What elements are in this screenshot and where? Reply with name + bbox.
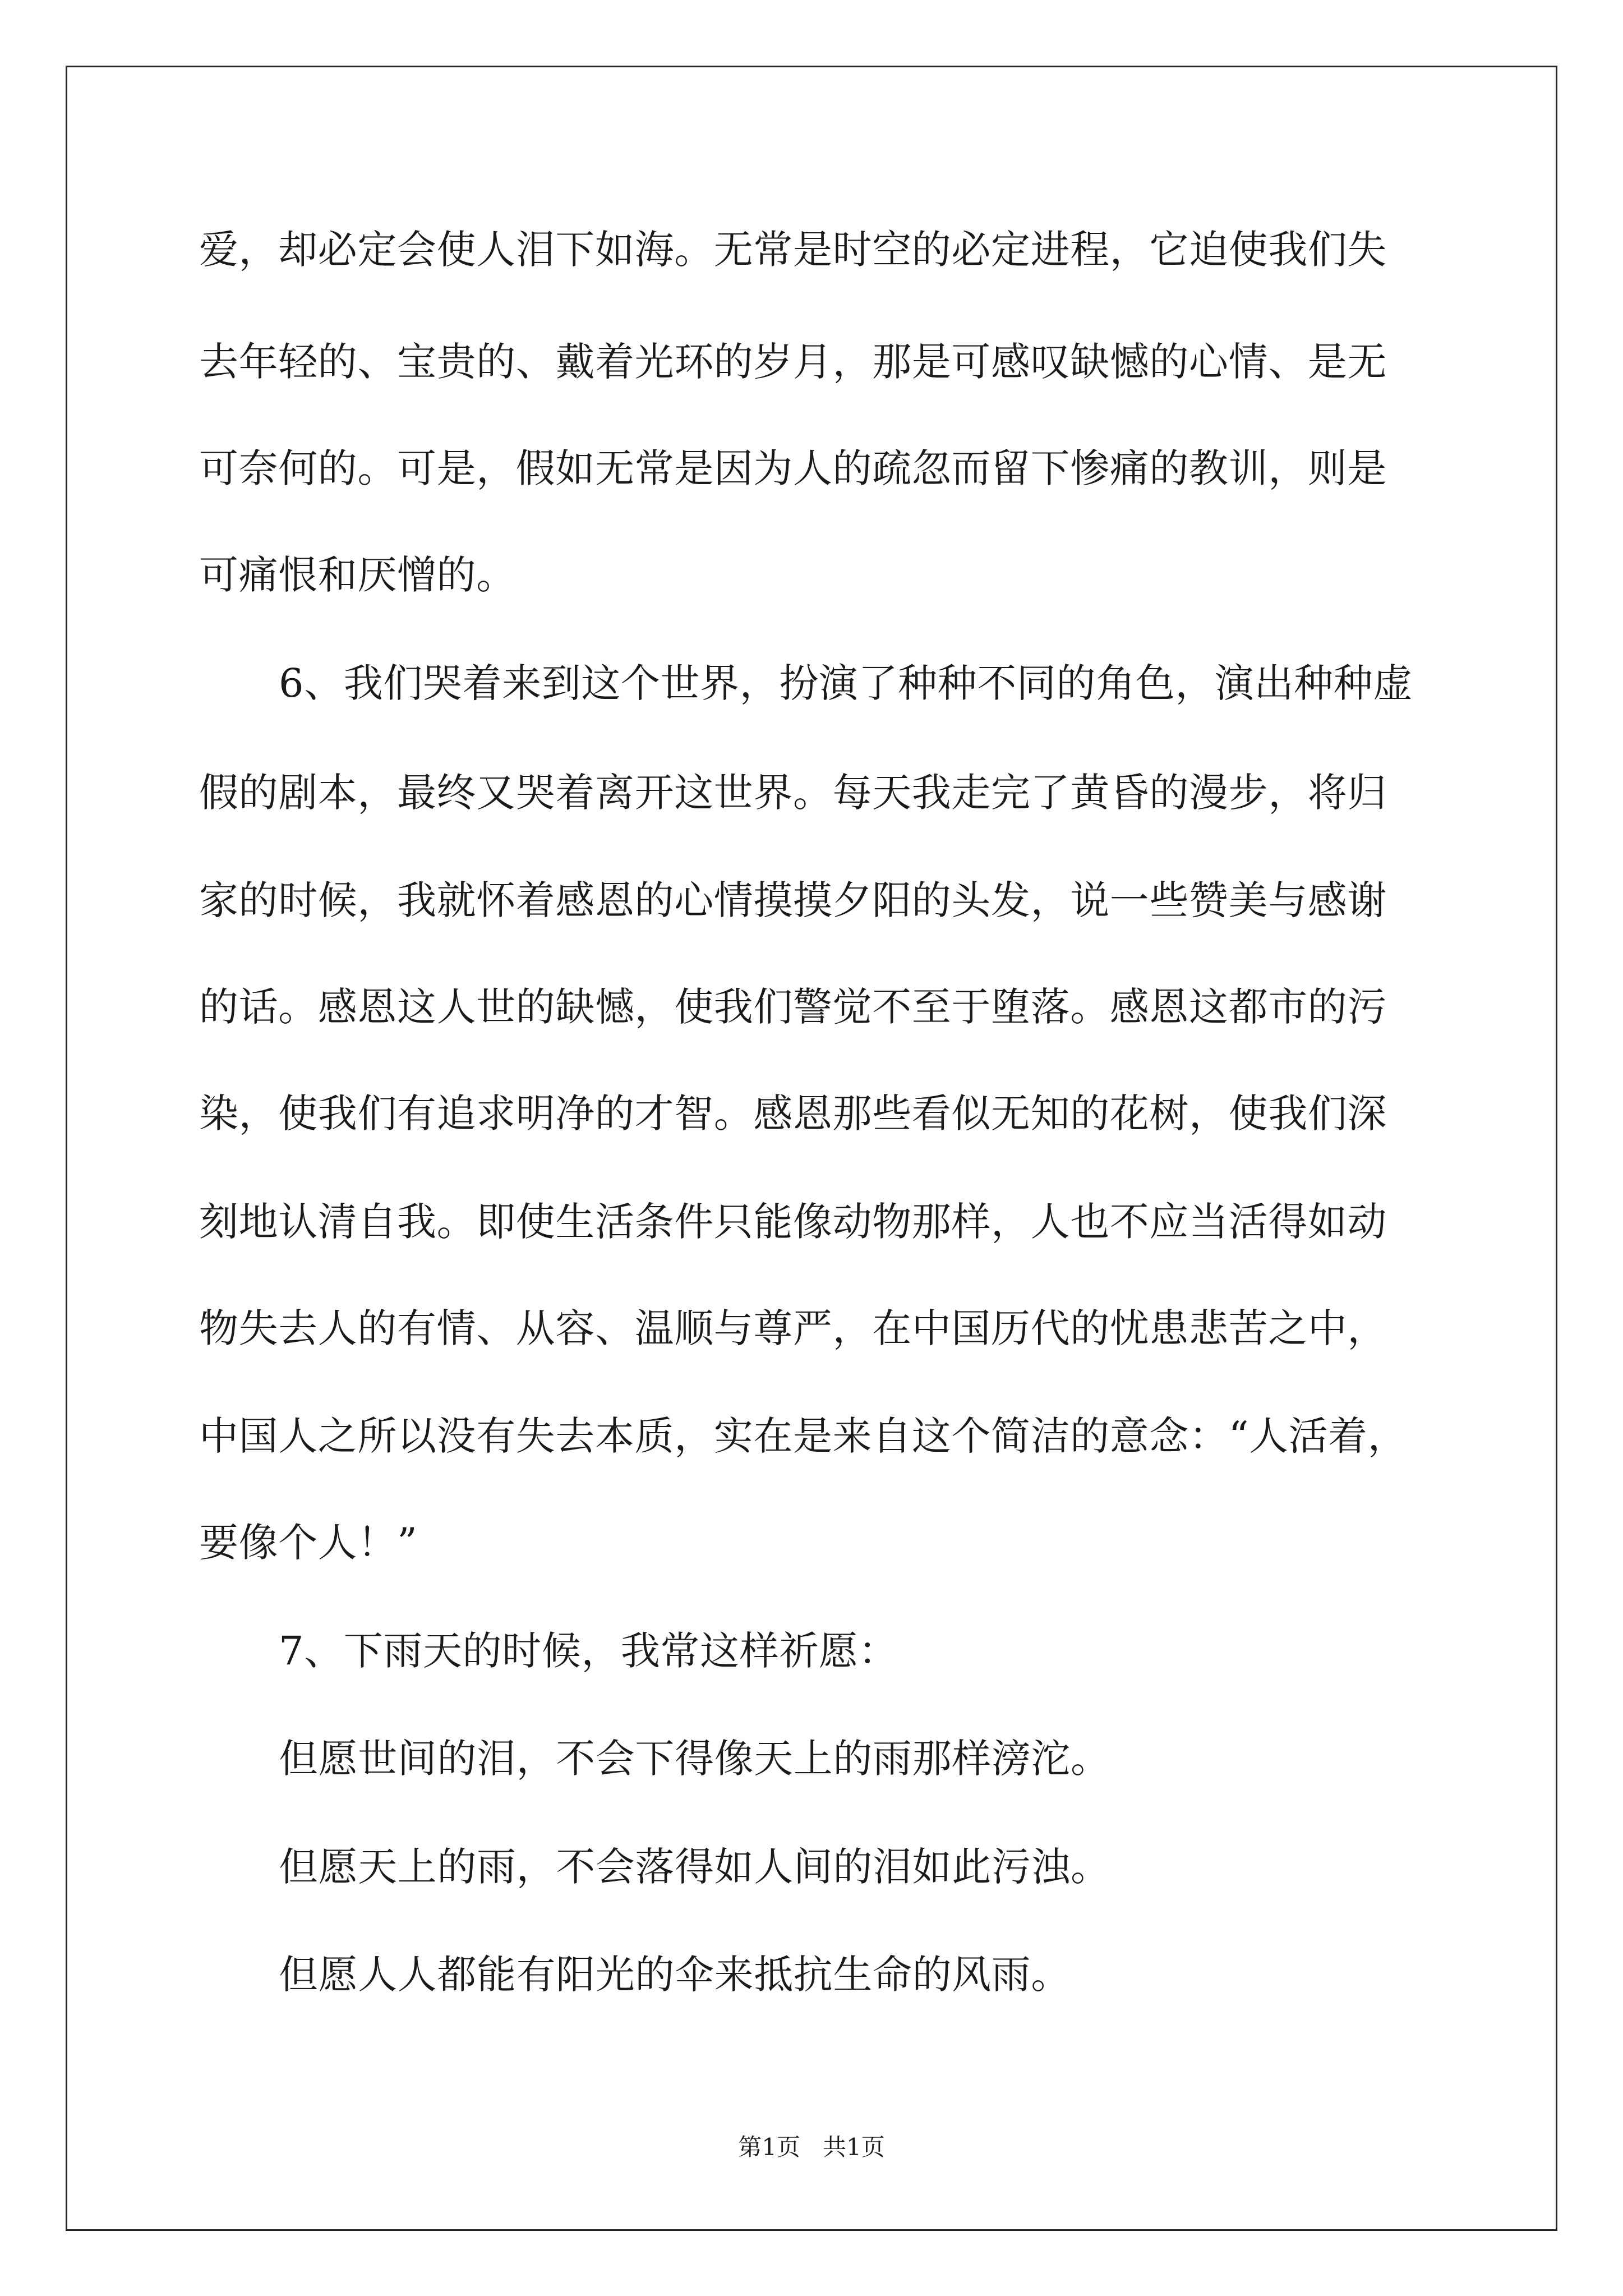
prayer-line: 但愿世间的泪，不会下得像天上的雨那样滂沱。 (279, 1736, 1110, 1782)
prayer-line: 但愿人人都能有阳光的伞来抵抗生命的风雨。 (279, 1952, 1071, 1998)
body-line: 可奈何的。可是，假如无常是因为人的疏忽而留下惨痛的教训，则是 (199, 445, 1387, 491)
body-line: 爱，却必定会使人泪下如海。无常是时空的必定进程，它迫使我们失 (199, 227, 1387, 273)
body-line: 家的时候，我就怀着感恩的心情摸摸夕阳的头发，说一些赞美与感谢 (199, 877, 1387, 923)
body-line: 中国人之所以没有失去本质，实在是来自这个简洁的意念：“人活着， (199, 1413, 1408, 1459)
body-line: 的话。感恩这人世的缺憾，使我们警觉不至于堕落。感恩这都市的污 (199, 984, 1387, 1030)
body-line: 刻地认清自我。即使生活条件只能像动物那样，人也不应当活得如动 (199, 1199, 1387, 1245)
paragraph-7-line: 7、下雨天的时候，我常这样祈愿： (279, 1628, 898, 1674)
page-border (66, 66, 1557, 2231)
body-line: 物失去人的有情、从容、温顺与尊严，在中国历代的忧患悲苦之中， (199, 1305, 1387, 1351)
prayer-line: 但愿天上的雨，不会落得如人间的泪如此污浊。 (279, 1844, 1110, 1890)
paragraph-6-line: 6、我们哭着来到这个世界，扮演了种种不同的角色，演出种种虚 (279, 660, 1413, 706)
body-line: 要像个人！” (199, 1520, 418, 1566)
body-line: 去年轻的、宝贵的、戴着光环的岁月，那是可感叹缺憾的心情、是无 (199, 339, 1387, 385)
body-line: 可痛恨和厌憎的。 (199, 552, 516, 598)
page-footer: 第1页 共1页 (738, 2133, 885, 2161)
body-line: 假的剧本，最终又哭着离开这世界。每天我走完了黄昏的漫步，将归 (199, 770, 1387, 816)
body-line: 染，使我们有追求明净的才智。感恩那些看似无知的花树，使我们深 (199, 1091, 1387, 1137)
